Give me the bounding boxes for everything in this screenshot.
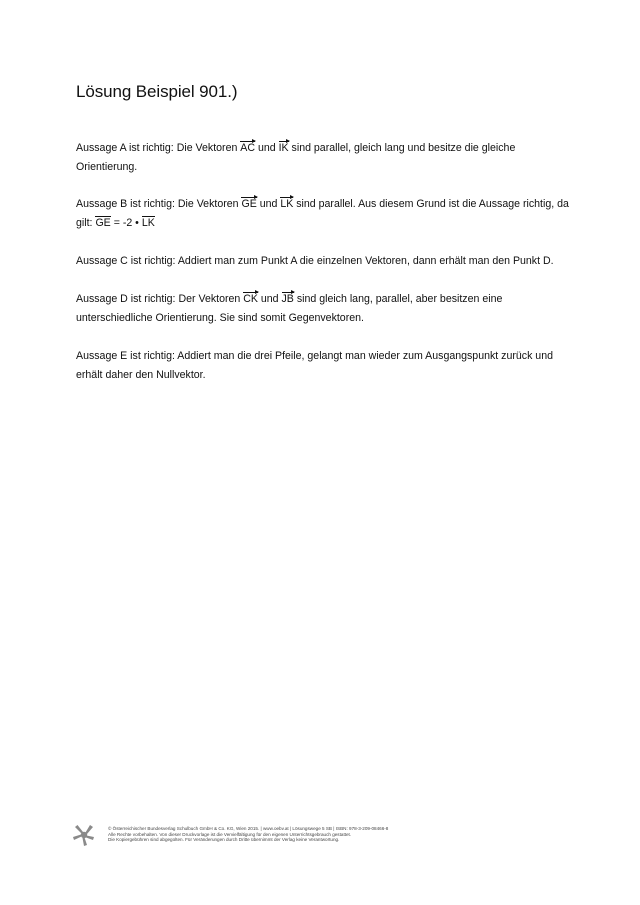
footer-line-2: Alle Rechte vorbehalten. Von dieser Druckvorlage ist die Vervielfältigung für den eigenen Unterrichtsgebrauch gestattet. (108, 831, 352, 837)
statement-a-mid: und (255, 142, 279, 154)
statement-a-suffix: sind parallel, gleich lang und besitze die gleiche Orientierung. (76, 142, 516, 173)
statement-a (76, 139, 576, 177)
page-title: Lösung Beispiel 901.) (76, 82, 238, 101)
statement-b-prefix: Aussage B ist richtig: Die Vektoren (76, 198, 242, 210)
footer-line-3: Die Kopiergebühren sind abgegolten. Für Veränderungen durch Dritte übernimmt der Verlag keine Verantwortung. (108, 837, 340, 843)
statement-d-prefix: Aussage D ist richtig: Der Vektoren (76, 293, 244, 305)
statement-d-mid: und (257, 293, 282, 305)
vector-lk: LK (280, 198, 294, 210)
publisher-logo-icon (72, 823, 96, 847)
vector-ge: GE (241, 198, 257, 210)
statement-d-suffix: sind gleich lang, parallel, aber besitzen eine unterschiedliche Orientierung. Sie sind somit Gegenvektoren. (76, 293, 503, 324)
statement-b-mid: und (256, 198, 281, 210)
statement-b-suffix: sind parallel. Aus diesem Grund ist die Aussage richtig, da gilt: (76, 198, 569, 229)
statement-a-prefix: Aussage A ist richtig: Die Vektoren (76, 142, 241, 154)
length-lk: LK (141, 217, 155, 229)
statement-b (76, 195, 576, 233)
statement-e: Aussage E ist richtig: Addiert man die drei Pfeile, gelangt man wieder zum Ausgangspunkt zurück und erhält daher den Nullvektor. (76, 350, 553, 381)
statement-d (76, 290, 576, 328)
vector-ck: CK (243, 293, 258, 305)
vector-jb: JB (281, 293, 294, 305)
footer-copyright (108, 826, 528, 843)
equation-middle: = -2 • (110, 217, 142, 229)
footer-line-1: © Österreichischer Bundesverlag Schulbuch GmbH & Co. KG, Wien 2015. | www.oebv.at | Lösungswege 5 SB | ISBN: 978-3-209-08466-8 (108, 826, 389, 831)
statement-c: Aussage C ist richtig: Addiert man zum Punkt A die einzelnen Vektoren, dann erhält man den Punkt D. (76, 255, 554, 267)
length-ge: GE (95, 217, 111, 229)
vector-ik: IK (278, 142, 289, 154)
vector-ac: AC (240, 142, 256, 154)
